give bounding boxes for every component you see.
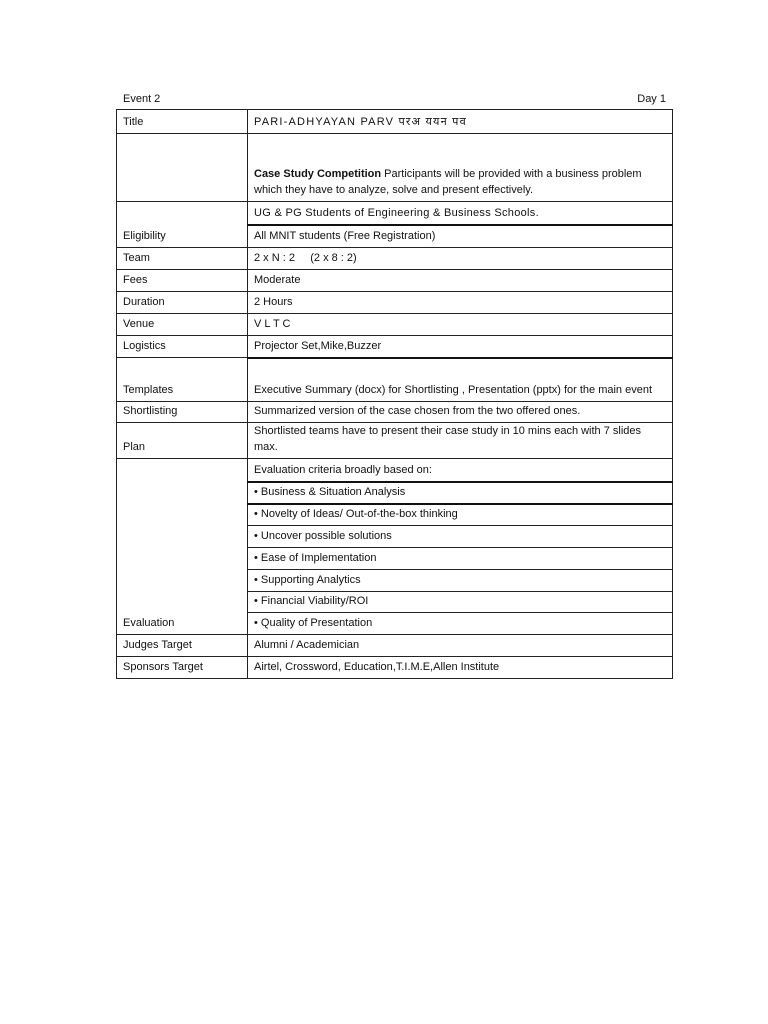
evaluation-criterion: • Novelty of Ideas/ Out-of-the-box thinking [248,504,673,526]
row-logistics [117,336,673,358]
value-shortlisting: Summarized version of the case chosen from the two offered ones. [248,402,673,423]
value-eligibility-2: All MNIT students (Free Registration) [248,225,673,248]
label-logistics: Logistics [117,336,248,358]
value-fees: Moderate [248,270,673,292]
competition-description: Participants will be provided with a business problem which they have to analyze, solve and present effectively. [254,168,642,196]
evaluation-criterion: • Financial Viability/ROI [248,592,673,613]
label-judges-target: Judges Target [117,635,248,657]
value-sponsors-target: Airtel, Crossword, Education,T.I.M.E,Allen Institute [248,657,673,679]
value-logistics: Projector Set,Mike,Buzzer [248,336,673,358]
label-evaluation: Evaluation [117,459,248,635]
row-title [117,110,673,134]
row-duration [117,292,673,314]
value-description [248,134,673,202]
label-shortlisting: Shortlisting [117,402,248,423]
row-description [117,134,673,202]
label-templates: Templates [117,358,248,402]
label-sponsors-target: Sponsors Target [117,657,248,679]
value-eligibility-1: UG & PG Students of Engineering & Business Schools. [248,202,673,225]
competition-name: Case Study Competition [254,168,382,180]
row-fees [117,270,673,292]
evaluation-criterion: • Supporting Analytics [248,570,673,592]
label-title: Title [117,110,248,134]
row-team [117,248,673,270]
value-judges-target: Alumni / Academician [248,635,673,657]
label-description [117,134,248,202]
value-templates: Executive Summary (docx) for Shortlisting , Presentation (pptx) for the main event [248,358,673,402]
value-duration: 2 Hours [248,292,673,314]
row-sponsors [117,657,673,679]
label-venue: Venue [117,314,248,336]
evaluation-criterion: • Quality of Presentation [248,613,673,635]
label-team: Team [117,248,248,270]
evaluation-criterion: • Uncover possible solutions [248,526,673,548]
row-judges [117,635,673,657]
label-duration: Duration [117,292,248,314]
row-evaluation-intro [117,459,673,482]
value-title: PARI-ADHYAYAN PARV परअ ययन पव [248,110,673,134]
label-fees: Fees [117,270,248,292]
value-plan: Shortlisted teams have to present their case study in 10 mins each with 7 slides max. [248,423,673,459]
evaluation-intro: Evaluation criteria broadly based on: [248,459,673,482]
label-eligibility: Eligibility [117,202,248,248]
row-plan [117,423,673,459]
label-plan: Plan [117,423,248,459]
row-shortlisting [117,402,673,423]
evaluation-criterion: • Business & Situation Analysis [248,482,673,504]
page-header [123,93,666,105]
day-number: Day 1 [637,93,666,105]
row-eligibility-a [117,202,673,225]
row-venue [117,314,673,336]
value-team: 2 x N : 2 (2 x 8 : 2) [248,248,673,270]
row-templates [117,358,673,402]
event-number: Event 2 [123,93,161,105]
event-details-table [116,109,673,679]
evaluation-criterion: • Ease of Implementation [248,548,673,570]
value-venue: V L T C [248,314,673,336]
